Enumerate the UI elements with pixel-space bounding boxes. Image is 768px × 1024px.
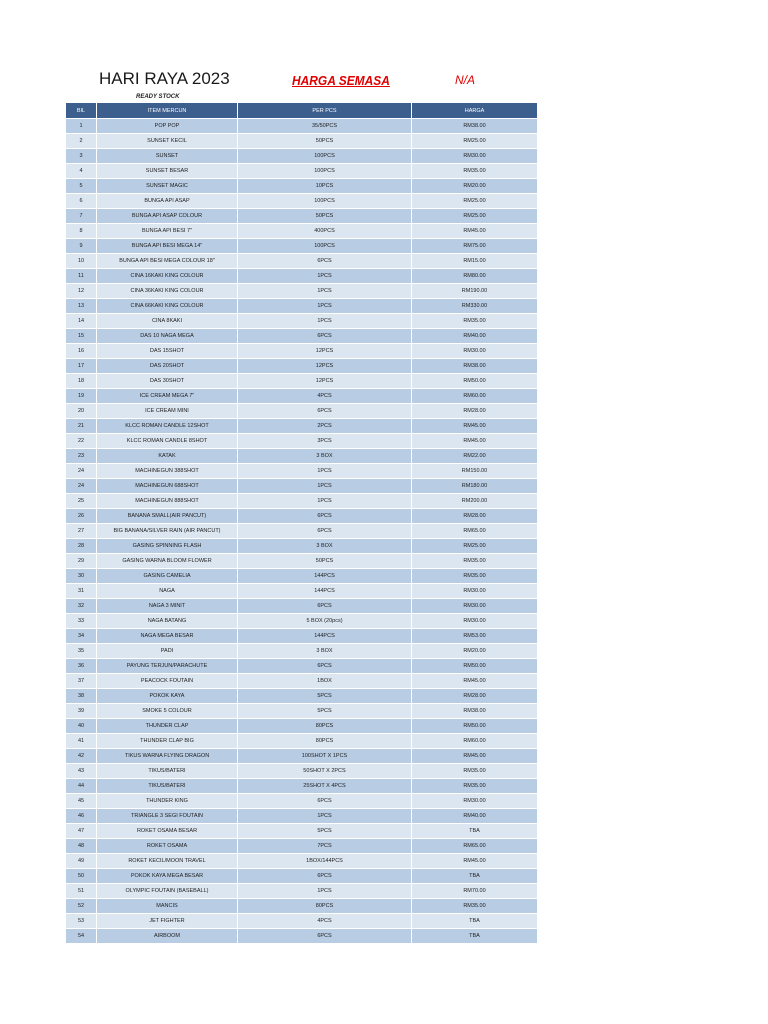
cell-per-pcs: 1PCS [238,284,412,299]
cell-item: MACHINEGUN 388SHOT [97,464,238,479]
cell-bil: 23 [66,449,97,464]
cell-harga: RM22.00 [412,449,538,464]
cell-bil: 1 [66,119,97,134]
cell-per-pcs: 1PCS [238,494,412,509]
cell-item: GASING SPINNING FLASH [97,539,238,554]
cell-harga: RM150.00 [412,464,538,479]
cell-bil: 25 [66,494,97,509]
cell-item: BIG BANANA/SILVER RAIN (AIR PANCUT) [97,524,238,539]
cell-per-pcs: 1PCS [238,884,412,899]
column-header-per-pcs: PER PCS [238,103,412,119]
cell-item: DAS 20SHOT [97,359,238,374]
cell-per-pcs: 6PCS [238,869,412,884]
cell-bil: 7 [66,209,97,224]
cell-per-pcs: 100PCS [238,239,412,254]
cell-item: KATAK [97,449,238,464]
cell-bil: 18 [66,374,97,389]
cell-harga: RM30.00 [412,149,538,164]
cell-item: AIRBOOM [97,929,238,944]
cell-item: BUNGA API ASAP [97,194,238,209]
table-row [66,284,538,299]
cell-item: SUNSET BESAR [97,164,238,179]
table-row [66,314,538,329]
cell-item: TIKUS WARNA FLYING DRAGON [97,749,238,764]
cell-bil: 50 [66,869,97,884]
cell-harga: RM200.00 [412,494,538,509]
cell-per-pcs: 50PCS [238,209,412,224]
cell-per-pcs: 6PCS [238,404,412,419]
cell-bil: 16 [66,344,97,359]
table-row [66,854,538,869]
cell-item: GASING WARNA BLOOM FLOWER [97,554,238,569]
column-header-harga: HARGA [412,103,538,119]
cell-bil: 4 [66,164,97,179]
cell-harga: RM65.00 [412,524,538,539]
table-row [66,149,538,164]
table-row [66,584,538,599]
cell-harga: RM30.00 [412,599,538,614]
table-row [66,239,538,254]
cell-harga: TBA [412,914,538,929]
cell-bil: 44 [66,779,97,794]
cell-bil: 24 [66,464,97,479]
table-row [66,689,538,704]
cell-harga: RM35.00 [412,779,538,794]
cell-bil: 5 [66,179,97,194]
cell-per-pcs: 6PCS [238,599,412,614]
cell-item: BUNGA API BESI MEGA COLOUR 18" [97,254,238,269]
cell-harga: RM330.00 [412,299,538,314]
cell-per-pcs: 2PCS [238,419,412,434]
cell-item: BANANA SMALL(AIR PANCUT) [97,509,238,524]
cell-item: MACHINEGUN 888SHOT [97,494,238,509]
cell-per-pcs: 80PCS [238,734,412,749]
cell-harga: RM50.00 [412,719,538,734]
cell-per-pcs: 4PCS [238,389,412,404]
table-row [66,494,538,509]
cell-harga: RM180.00 [412,479,538,494]
cell-bil: 27 [66,524,97,539]
cell-harga: RM35.00 [412,764,538,779]
cell-per-pcs: 80PCS [238,719,412,734]
cell-item: JET FIGHTER [97,914,238,929]
cell-harga: RM65.00 [412,839,538,854]
cell-harga: RM20.00 [412,179,538,194]
cell-bil: 38 [66,689,97,704]
cell-per-pcs: 144PCS [238,629,412,644]
cell-item: NAGA BATANG [97,614,238,629]
cell-per-pcs: 100SHOT X 1PCS [238,749,412,764]
table-row [66,479,538,494]
table-row [66,224,538,239]
cell-item: THUNDER KING [97,794,238,809]
cell-harga: RM50.00 [412,659,538,674]
price-status-label: HARGA SEMASA [292,73,390,88]
cell-bil: 35 [66,644,97,659]
table-row [66,194,538,209]
table-row [66,824,538,839]
cell-bil: 22 [66,434,97,449]
cell-bil: 48 [66,839,97,854]
cell-item: GASING CAMELIA [97,569,238,584]
cell-item: SUNSET MAGIC [97,179,238,194]
table-row [66,359,538,374]
cell-harga: RM30.00 [412,794,538,809]
cell-item: ROKET KECIL/MOON TRAVEL [97,854,238,869]
cell-item: SMOKE 5 COLOUR [97,704,238,719]
cell-bil: 39 [66,704,97,719]
table-row [66,524,538,539]
cell-harga: RM38.00 [412,119,538,134]
table-row [66,419,538,434]
cell-per-pcs: 50PCS [238,554,412,569]
cell-item: DAS 10 NAGA MEGA [97,329,238,344]
cell-harga: RM75.00 [412,239,538,254]
cell-harga: RM28.00 [412,509,538,524]
cell-bil: 12 [66,284,97,299]
cell-per-pcs: 6PCS [238,794,412,809]
cell-harga: RM40.00 [412,329,538,344]
cell-per-pcs: 100PCS [238,164,412,179]
cell-harga: RM25.00 [412,134,538,149]
cell-item: BUNGA API BESI MEGA 14" [97,239,238,254]
cell-per-pcs: 50PCS [238,134,412,149]
table-row [66,719,538,734]
ready-stock-label: READY STOCK [136,94,180,100]
cell-per-pcs: 1PCS [238,269,412,284]
cell-harga: TBA [412,869,538,884]
cell-bil: 24 [66,479,97,494]
table-row [66,914,538,929]
cell-bil: 47 [66,824,97,839]
cell-item: NAGA [97,584,238,599]
cell-item: CINA 16KAKI KING COLOUR [97,269,238,284]
cell-item: TIKUS/BATERI [97,764,238,779]
cell-bil: 41 [66,734,97,749]
cell-item: DAS 15SHOT [97,344,238,359]
table-row [66,164,538,179]
cell-per-pcs: 144PCS [238,569,412,584]
cell-per-pcs: 1PCS [238,809,412,824]
cell-bil: 32 [66,599,97,614]
table-row [66,434,538,449]
cell-item: DAS 30SHOT [97,374,238,389]
table-row [66,374,538,389]
cell-per-pcs: 25SHOT X 4PCS [238,779,412,794]
cell-item: OLYMPIC FOUTAIN (BASEBALL) [97,884,238,899]
cell-per-pcs: 12PCS [238,359,412,374]
cell-bil: 49 [66,854,97,869]
cell-per-pcs: 7PCS [238,839,412,854]
cell-bil: 45 [66,794,97,809]
table-body [66,119,538,944]
table-row [66,569,538,584]
cell-per-pcs: 400PCS [238,224,412,239]
cell-per-pcs: 144PCS [238,584,412,599]
cell-item: KLCC ROMAN CANDLE 12SHOT [97,419,238,434]
cell-item: ICE CREAM MEGA 7" [97,389,238,404]
cell-harga: RM45.00 [412,224,538,239]
column-header-item: ITEM MERCUN [97,103,238,119]
table-row [66,794,538,809]
cell-harga: RM35.00 [412,554,538,569]
cell-bil: 2 [66,134,97,149]
cell-harga: RM45.00 [412,749,538,764]
cell-harga: RM45.00 [412,419,538,434]
cell-item: BUNGA API ASAP COLOUR [97,209,238,224]
cell-bil: 6 [66,194,97,209]
column-header-bil: BIL [66,103,97,119]
table-row [66,839,538,854]
cell-bil: 51 [66,884,97,899]
cell-item: CINA 8KAKI [97,314,238,329]
cell-per-pcs: 4PCS [238,914,412,929]
cell-harga: TBA [412,824,538,839]
cell-bil: 20 [66,404,97,419]
cell-harga: RM30.00 [412,584,538,599]
cell-harga: RM38.00 [412,704,538,719]
cell-harga: RM70.00 [412,884,538,899]
cell-bil: 42 [66,749,97,764]
cell-harga: RM35.00 [412,314,538,329]
cell-per-pcs: 12PCS [238,374,412,389]
table-row [66,299,538,314]
table-row [66,404,538,419]
cell-harga: RM28.00 [412,404,538,419]
table-row [66,629,538,644]
cell-per-pcs: 1PCS [238,299,412,314]
table-row [66,704,538,719]
cell-harga: RM25.00 [412,539,538,554]
cell-item: SUNSET KECIL [97,134,238,149]
cell-per-pcs: 50SHOT X 2PCS [238,764,412,779]
table-row [66,749,538,764]
cell-bil: 46 [66,809,97,824]
table-row [66,179,538,194]
cell-item: NAGA 3 MINIT [97,599,238,614]
cell-harga: RM45.00 [412,434,538,449]
cell-harga: RM38.00 [412,359,538,374]
table-row [66,554,538,569]
table-row [66,509,538,524]
cell-per-pcs: 100PCS [238,194,412,209]
cell-bil: 40 [66,719,97,734]
table-row [66,764,538,779]
cell-per-pcs: 6PCS [238,929,412,944]
cell-per-pcs: 6PCS [238,254,412,269]
cell-per-pcs: 5PCS [238,689,412,704]
cell-per-pcs: 10PCS [238,179,412,194]
cell-per-pcs: 6PCS [238,509,412,524]
cell-harga: RM45.00 [412,854,538,869]
cell-harga: RM30.00 [412,614,538,629]
cell-item: PAYUNG TERJUN/PARACHUTE [97,659,238,674]
cell-bil: 33 [66,614,97,629]
cell-per-pcs: 1BOX [238,674,412,689]
cell-harga: RM60.00 [412,389,538,404]
cell-harga: RM28.00 [412,689,538,704]
table-row [66,329,538,344]
cell-item: ICE CREAM MINI [97,404,238,419]
table-row [66,344,538,359]
table-row [66,209,538,224]
cell-per-pcs: 6PCS [238,524,412,539]
cell-bil: 21 [66,419,97,434]
table-row [66,809,538,824]
cell-bil: 14 [66,314,97,329]
cell-item: PEACOCK FOUTAIN [97,674,238,689]
cell-bil: 53 [66,914,97,929]
cell-bil: 43 [66,764,97,779]
cell-harga: RM15.00 [412,254,538,269]
cell-item: POP POP [97,119,238,134]
cell-per-pcs: 100PCS [238,149,412,164]
table-row [66,614,538,629]
cell-per-pcs: 3 BOX [238,449,412,464]
cell-item: ROKET OSAMA BESAR [97,824,238,839]
cell-per-pcs: 1BOX/144PCS [238,854,412,869]
cell-item: TIKUS/BATERI [97,779,238,794]
cell-harga: RM25.00 [412,209,538,224]
price-status-value: N/A [455,73,476,87]
cell-harga: RM35.00 [412,899,538,914]
cell-item: THUNDER CLAP [97,719,238,734]
cell-bil: 8 [66,224,97,239]
cell-per-pcs: 1PCS [238,479,412,494]
table-row [66,884,538,899]
cell-bil: 9 [66,239,97,254]
cell-bil: 36 [66,659,97,674]
cell-bil: 17 [66,359,97,374]
cell-item: CINA 66KAKI KING COLOUR [97,299,238,314]
table-row [66,119,538,134]
cell-bil: 11 [66,269,97,284]
cell-item: MANCIS [97,899,238,914]
cell-item: MACHINEGUN 688SHOT [97,479,238,494]
cell-item: NAGA MEGA BESAR [97,629,238,644]
table-row [66,779,538,794]
cell-harga: RM40.00 [412,809,538,824]
cell-bil: 37 [66,674,97,689]
cell-per-pcs: 6PCS [238,329,412,344]
cell-item: BUNGA API BESI 7" [97,224,238,239]
cell-harga: RM60.00 [412,734,538,749]
cell-bil: 54 [66,929,97,944]
table-row [66,644,538,659]
cell-per-pcs: 3 BOX [238,644,412,659]
cell-bil: 26 [66,509,97,524]
table-row [66,929,538,944]
price-table [66,103,538,944]
cell-harga: RM20.00 [412,644,538,659]
table-header-row [66,103,538,119]
cell-item: KLCC ROMAN CANDLE 8SHOT [97,434,238,449]
table-row [66,269,538,284]
cell-harga: RM190.00 [412,284,538,299]
cell-item: SUNSET [97,149,238,164]
cell-harga: RM35.00 [412,164,538,179]
cell-item: THUNDER CLAP BIG [97,734,238,749]
table-row [66,599,538,614]
table-row [66,674,538,689]
cell-bil: 3 [66,149,97,164]
cell-per-pcs: 6PCS [238,659,412,674]
cell-item: TRIANGLE 3 SEGI FOUTAIN [97,809,238,824]
cell-bil: 13 [66,299,97,314]
cell-per-pcs: 12PCS [238,344,412,359]
cell-harga: RM25.00 [412,194,538,209]
cell-per-pcs: 35/50PCS [238,119,412,134]
cell-per-pcs: 5 BOX (20pcs) [238,614,412,629]
cell-per-pcs: 3 BOX [238,539,412,554]
cell-per-pcs: 1PCS [238,314,412,329]
cell-item: POKOK KAYA [97,689,238,704]
table-row [66,254,538,269]
cell-per-pcs: 5PCS [238,824,412,839]
page-title: HARI RAYA 2023 [99,69,230,88]
cell-bil: 34 [66,629,97,644]
cell-per-pcs: 5PCS [238,704,412,719]
cell-harga: RM35.00 [412,569,538,584]
cell-item: PADI [97,644,238,659]
cell-item: CINA 36KAKI KING COLOUR [97,284,238,299]
cell-item: ROKET OSAMA [97,839,238,854]
cell-harga: RM50.00 [412,374,538,389]
cell-harga: RM30.00 [412,344,538,359]
cell-per-pcs: 80PCS [238,899,412,914]
table-row [66,734,538,749]
cell-harga: RM53.00 [412,629,538,644]
table-row [66,389,538,404]
cell-bil: 30 [66,569,97,584]
table-row [66,869,538,884]
table-row [66,449,538,464]
cell-bil: 29 [66,554,97,569]
cell-bil: 31 [66,584,97,599]
cell-bil: 15 [66,329,97,344]
cell-bil: 19 [66,389,97,404]
cell-item: POKOK KAYA MEGA BESAR [97,869,238,884]
cell-harga: RM80.00 [412,269,538,284]
table-row [66,464,538,479]
cell-harga: TBA [412,929,538,944]
cell-per-pcs: 1PCS [238,464,412,479]
table-row [66,134,538,149]
cell-harga: RM45.00 [412,674,538,689]
table-row [66,899,538,914]
cell-bil: 52 [66,899,97,914]
cell-bil: 28 [66,539,97,554]
cell-per-pcs: 3PCS [238,434,412,449]
table-row [66,659,538,674]
table-row [66,539,538,554]
cell-bil: 10 [66,254,97,269]
